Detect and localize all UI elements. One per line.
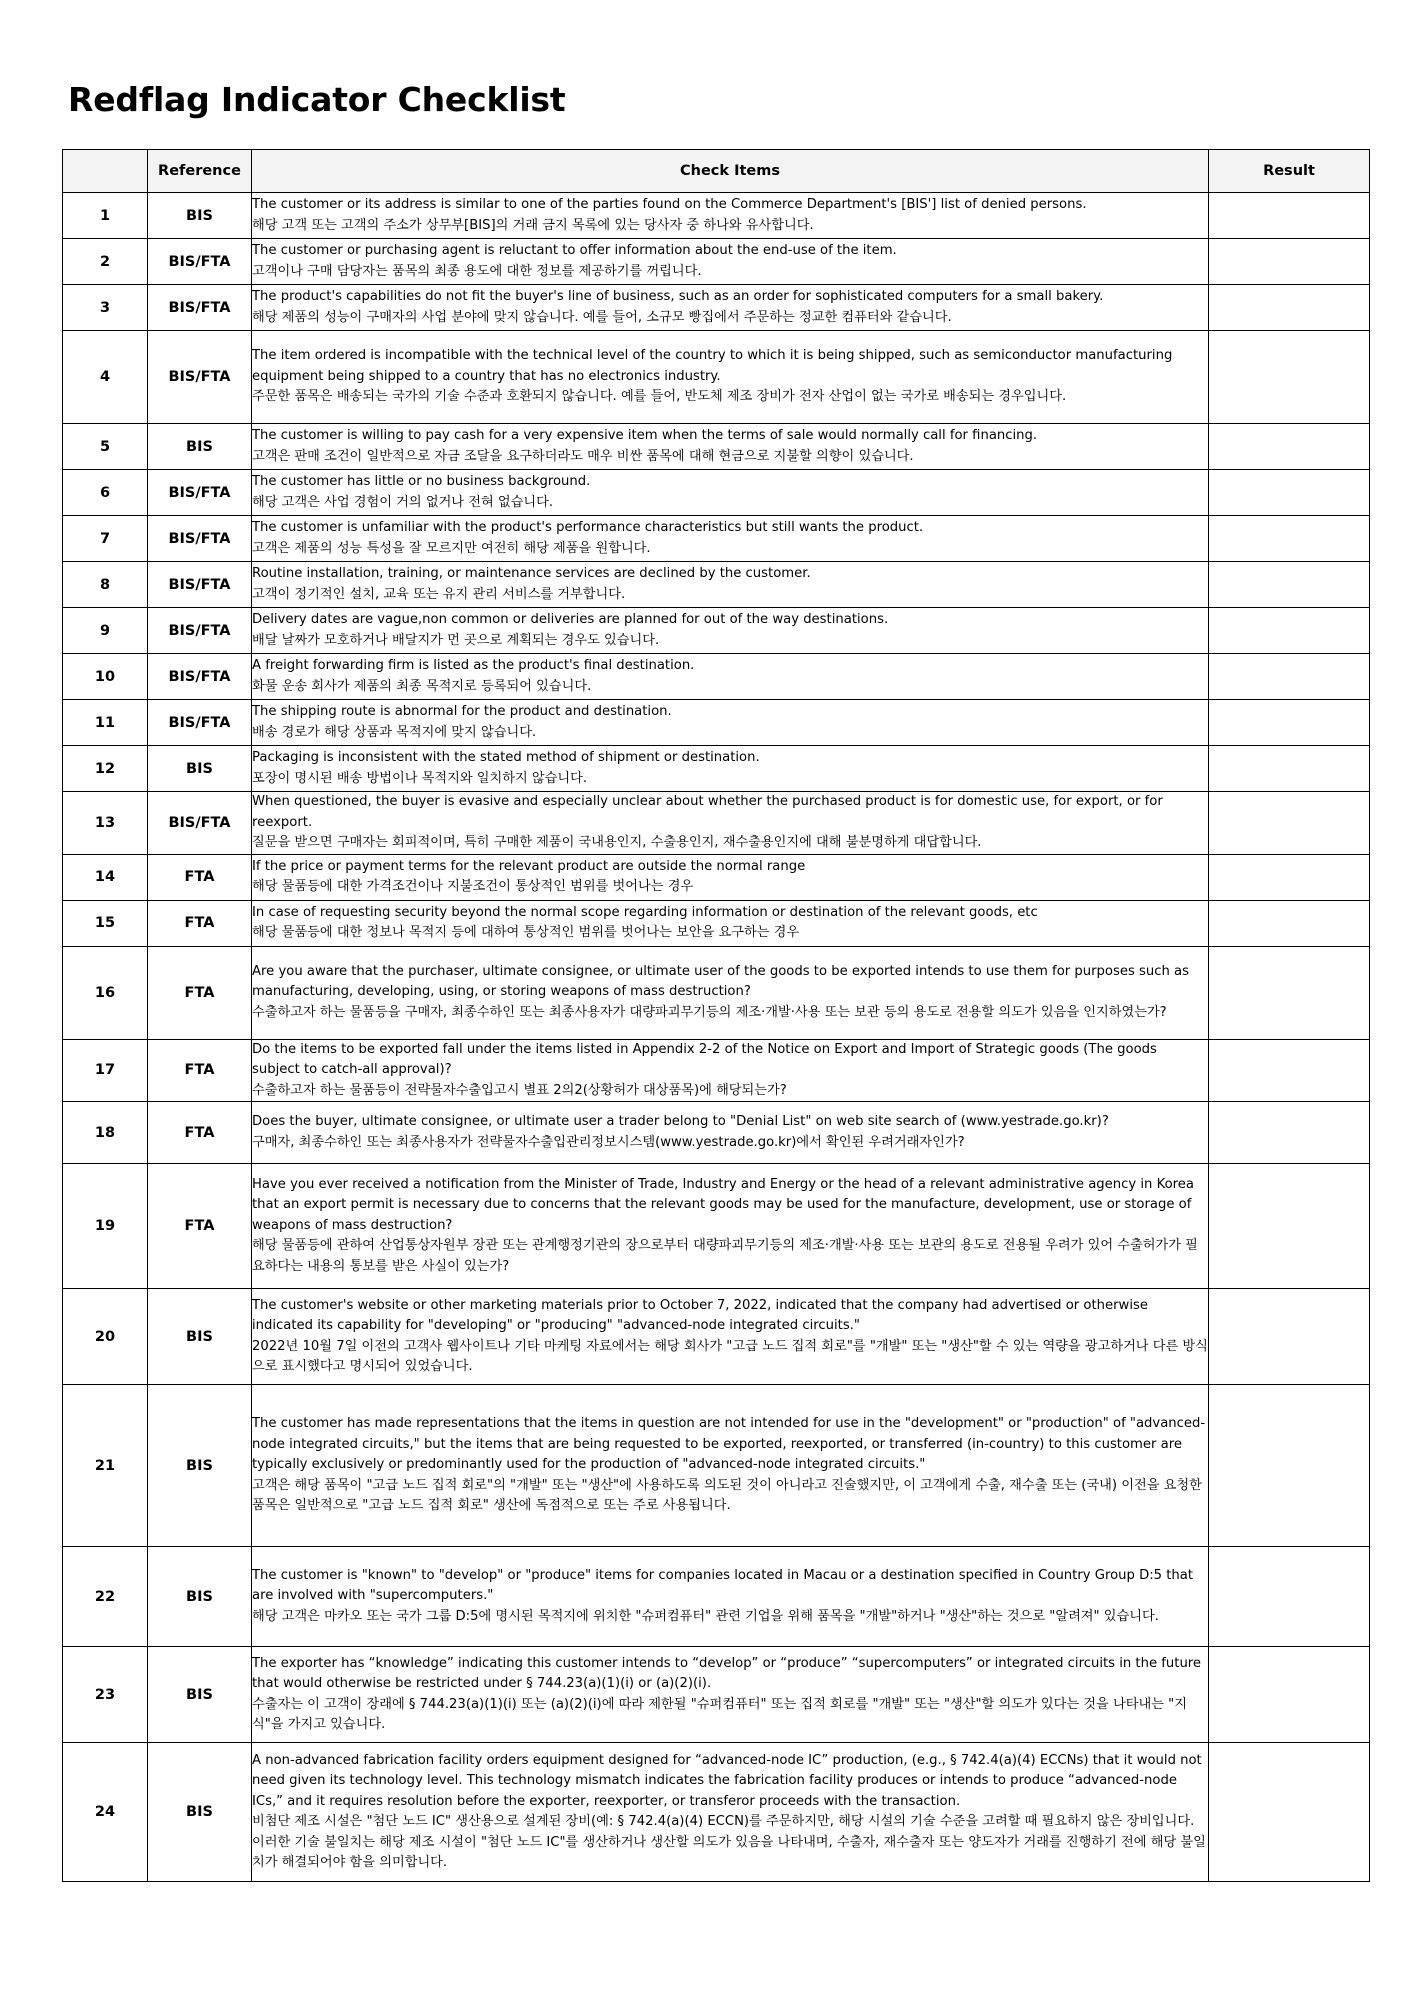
check-item bbox=[252, 1102, 1209, 1164]
check-item-english: A freight forwarding firm is listed as the product's final destination. bbox=[252, 658, 695, 673]
result-cell[interactable] bbox=[1209, 331, 1370, 424]
result-cell[interactable] bbox=[1209, 424, 1370, 470]
row-number: 23 bbox=[63, 1647, 148, 1743]
result-cell[interactable] bbox=[1209, 1289, 1370, 1385]
row-reference: BIS/FTA bbox=[148, 700, 252, 746]
row-reference: BIS bbox=[148, 424, 252, 470]
result-cell[interactable] bbox=[1209, 193, 1370, 239]
check-item-english: The customer or its address is similar to one of the parties found on the Commerce Department's [BIS'] list of denied persons. bbox=[252, 197, 1087, 212]
check-item-korean: 수출하고자 하는 물품등이 전략물자수출입고시 별표 2의2(상황허가 대상품목)에 해당되는가? bbox=[252, 1082, 787, 1098]
check-item bbox=[252, 1547, 1209, 1647]
row-number: 20 bbox=[63, 1289, 148, 1385]
row-number: 16 bbox=[63, 946, 148, 1039]
row-reference: BIS/FTA bbox=[148, 562, 252, 608]
row-reference: BIS/FTA bbox=[148, 470, 252, 516]
table-row bbox=[63, 1164, 1370, 1289]
row-number: 3 bbox=[63, 285, 148, 331]
row-reference: FTA bbox=[148, 946, 252, 1039]
check-item-korean: 질문을 받으면 구매자는 회피적이며, 특히 구매한 제품이 국내용인지, 수출용인지, 재수출용인지에 대해 불분명하게 대답합니다. bbox=[252, 835, 982, 850]
table-row bbox=[63, 285, 1370, 331]
result-cell[interactable] bbox=[1209, 854, 1370, 900]
table-row bbox=[63, 654, 1370, 700]
row-number: 5 bbox=[63, 424, 148, 470]
table-row bbox=[63, 792, 1370, 855]
check-item-english: If the price or payment terms for the relevant product are outside the normal range bbox=[252, 858, 806, 874]
result-cell[interactable] bbox=[1209, 746, 1370, 792]
check-item-english: In case of requesting security beyond the normal scope regarding information or destination of the relevant goods, etc bbox=[252, 904, 1038, 920]
row-reference: BIS/FTA bbox=[148, 239, 252, 285]
table-row bbox=[63, 946, 1370, 1039]
check-item-english: Does the buyer, ultimate consignee, or ultimate user a trader belong to "Denial List" on web site search of (www.yestrade.go.kr)? bbox=[252, 1114, 1109, 1129]
table-row bbox=[63, 700, 1370, 746]
row-number: 7 bbox=[63, 516, 148, 562]
result-cell[interactable] bbox=[1209, 700, 1370, 746]
check-item-english: Are you aware that the purchaser, ultimate consignee, or ultimate user of the goods to be exported intends to use them for purposes such as manufacturing, developing, using, or storing weapons of mass destruction? bbox=[252, 963, 1189, 1000]
row-number: 11 bbox=[63, 700, 148, 746]
row-number: 6 bbox=[63, 470, 148, 516]
row-reference: BIS/FTA bbox=[148, 608, 252, 654]
check-item-english: The shipping route is abnormal for the product and destination. bbox=[252, 704, 672, 719]
check-item-korean: 고객이나 구매 담당자는 품목의 최종 용도에 대한 정보를 제공하기를 꺼립니다. bbox=[252, 263, 702, 279]
row-number: 14 bbox=[63, 854, 148, 900]
check-item-english: The customer is unfamiliar with the product's performance characteristics but still wants the product. bbox=[252, 520, 924, 535]
row-number: 18 bbox=[63, 1102, 148, 1164]
check-item-korean: 해당 고객은 사업 경험이 거의 없거나 전혀 없습니다. bbox=[252, 494, 554, 510]
table-row bbox=[63, 331, 1370, 424]
check-item-english: Packaging is inconsistent with the stated method of shipment or destination. bbox=[252, 750, 760, 765]
header-no bbox=[63, 150, 148, 193]
result-cell[interactable] bbox=[1209, 792, 1370, 855]
row-reference: BIS/FTA bbox=[148, 792, 252, 855]
check-item-korean: 고객은 판매 조건이 일반적으로 자금 조달을 요구하더라도 매우 비싼 품목에 대해 현금으로 지불할 의향이 있습니다. bbox=[252, 448, 914, 464]
header-reference: Reference bbox=[148, 150, 252, 193]
check-item-korean: 고객은 제품의 성능 특성을 잘 모르지만 여전히 해당 제품을 원합니다. bbox=[252, 540, 651, 556]
table-row bbox=[63, 239, 1370, 285]
check-item-korean: 비첨단 제조 시설은 "첨단 노드 IC" 생산용으로 설계된 장비(예: § 742.4(a)(4) ECCN)를 주문하지만, 해당 시설의 기술 수준을 고려할 때 필요하지 않은 장비입니다. 이러한 기술 불일치는 해당 제조 시설이 "첨단 노드 IC"를 생산하거나 생산할 의도가 있음을 나타내며, 수출자, 재수출자 또는 양도자가 거래를 진행하기 전에 해당 불일치가 해결되어야 함을 의미합니다. bbox=[252, 1814, 1206, 1870]
check-item bbox=[252, 1647, 1209, 1743]
check-item-korean: 해당 물품등에 관하여 산업통상자원부 장관 또는 관계행정기관의 장으로부터 대량파괴무기등의 제조·개발·사용 또는 보관의 용도로 전용될 우려가 있어 수출허가가 필요하다는 내용의 통보를 받은 사실이 있는가? bbox=[252, 1238, 1198, 1274]
check-item bbox=[252, 946, 1209, 1039]
check-item-korean: 해당 물품등에 대한 가격조건이나 지불조건이 통상적인 범위를 벗어나는 경우 bbox=[252, 879, 694, 894]
check-item bbox=[252, 1289, 1209, 1385]
row-reference: FTA bbox=[148, 1102, 252, 1164]
result-cell[interactable] bbox=[1209, 946, 1370, 1039]
check-item bbox=[252, 1385, 1209, 1547]
check-item-english: The customer or purchasing agent is reluctant to offer information about the end-use of the item. bbox=[252, 243, 897, 258]
row-number: 10 bbox=[63, 654, 148, 700]
check-item bbox=[252, 900, 1209, 946]
row-reference: FTA bbox=[148, 854, 252, 900]
check-item-korean: 배송 경로가 해당 상품과 목적지에 맞지 않습니다. bbox=[252, 724, 537, 740]
table-row bbox=[63, 1647, 1370, 1743]
row-reference: BIS/FTA bbox=[148, 654, 252, 700]
result-cell[interactable] bbox=[1209, 470, 1370, 516]
table-row bbox=[63, 1743, 1370, 1882]
table-row bbox=[63, 1102, 1370, 1164]
page-title: Redflag Indicator Checklist bbox=[68, 80, 566, 119]
check-item bbox=[252, 1039, 1209, 1102]
row-reference: BIS bbox=[148, 1385, 252, 1547]
check-item bbox=[252, 285, 1209, 331]
row-reference: FTA bbox=[148, 900, 252, 946]
table-row bbox=[63, 854, 1370, 900]
row-reference: BIS bbox=[148, 1647, 252, 1743]
check-item-korean: 포장이 명시된 배송 방법이나 목적지와 일치하지 않습니다. bbox=[252, 770, 588, 786]
check-item-english: The customer is "known" to "develop" or "produce" items for companies located in Macau or a destination specified in Country Group D:5 that are involved with "supercomputers." bbox=[252, 1567, 1194, 1604]
row-number: 8 bbox=[63, 562, 148, 608]
row-reference: BIS bbox=[148, 1547, 252, 1647]
row-number: 2 bbox=[63, 239, 148, 285]
check-item-english: When questioned, the buyer is evasive and especially unclear about whether the purchased product is for domestic use, for export, or for reexport. bbox=[252, 794, 1163, 830]
table-row bbox=[63, 1385, 1370, 1547]
result-cell[interactable] bbox=[1209, 900, 1370, 946]
check-item bbox=[252, 700, 1209, 746]
result-cell[interactable] bbox=[1209, 1647, 1370, 1743]
row-reference: FTA bbox=[148, 1164, 252, 1289]
row-number: 12 bbox=[63, 746, 148, 792]
check-item bbox=[252, 1164, 1209, 1289]
result-cell[interactable] bbox=[1209, 1547, 1370, 1647]
table-row bbox=[63, 746, 1370, 792]
row-number: 4 bbox=[63, 331, 148, 424]
result-cell[interactable] bbox=[1209, 1743, 1370, 1882]
check-item bbox=[252, 746, 1209, 792]
check-item-english: Delivery dates are vague,non common or deliveries are planned for out of the way destinations. bbox=[252, 612, 889, 627]
row-reference: BIS bbox=[148, 746, 252, 792]
row-reference: BIS/FTA bbox=[148, 516, 252, 562]
check-item-english: The product's capabilities do not fit the buyer's line of business, such as an order for sophisticated computers for a small bakery. bbox=[252, 289, 1104, 304]
row-number: 9 bbox=[63, 608, 148, 654]
row-number: 19 bbox=[63, 1164, 148, 1289]
table-row bbox=[63, 1039, 1370, 1102]
check-item-korean: 해당 고객 또는 고객의 주소가 상무부[BIS]의 거래 금지 목록에 있는 당사자 중 하나와 유사합니다. bbox=[252, 217, 814, 233]
check-item-english: A non-advanced fabrication facility orders equipment designed for “advanced-node IC” production, (e.g., § 742.4(a)(4) ECCNs) that it would not need given its technology level. This technology mismatch indicates the fabrication facility produces or intends to produce “advanced-node ICs,” and it requires resolution before the exporter, reexporter, or transferor proceeds with the transaction. bbox=[252, 1752, 1202, 1809]
check-item-korean: 해당 제품의 성능이 구매자의 사업 분야에 맞지 않습니다. 예를 들어, 소규모 빵집에서 주문하는 정교한 컴퓨터와 같습니다. bbox=[252, 309, 952, 325]
check-item-korean: 배달 날짜가 모호하거나 배달지가 먼 곳으로 계획되는 경우도 있습니다. bbox=[252, 632, 660, 648]
check-item-english: Routine installation, training, or maintenance services are declined by the customer. bbox=[252, 566, 811, 581]
check-item-korean: 고객이 정기적인 설치, 교육 또는 유지 관리 서비스를 거부합니다. bbox=[252, 586, 626, 602]
check-item bbox=[252, 562, 1209, 608]
table-row bbox=[63, 470, 1370, 516]
check-item bbox=[252, 516, 1209, 562]
check-item-korean: 2022년 10월 7일 이전의 고객사 웹사이트나 기타 마케팅 자료에서는 해당 회사가 "고급 노드 집적 회로"를 "개발" 또는 "생산"할 수 있는 역량을 광고하거나 다른 방식으로 표시했다고 명시되어 있었습니다. bbox=[252, 1338, 1208, 1374]
result-cell[interactable] bbox=[1209, 1102, 1370, 1164]
result-cell[interactable] bbox=[1209, 285, 1370, 331]
table-row bbox=[63, 516, 1370, 562]
check-item-english: The customer's website or other marketing materials prior to October 7, 2022, indicated that the company had advertised or otherwise indicated its capability for "developing" or "producing" "advanced-node integrated circuits." bbox=[252, 1297, 1148, 1333]
row-number: 15 bbox=[63, 900, 148, 946]
check-item-korean: 고객은 해당 품목이 "고급 노드 집적 회로"의 "개발" 또는 "생산"에 사용하도록 의도된 것이 아니라고 진술했지만, 이 고객에게 수출, 재수출 또는 (국내) 이전을 요청한 품목은 일반적으로 "고급 노드 집적 회로" 생산에 독점적으로 또는 주로 사용됩니다. bbox=[252, 1477, 1202, 1514]
check-item bbox=[252, 1743, 1209, 1882]
check-item-english: The exporter has “knowledge” indicating this customer intends to “develop” or “produce” “supercomputers” or integrated circuits in the future that would otherwise be restricted under § 744.23(a)(1)(i) or (a)(2)(i). bbox=[252, 1655, 1202, 1691]
table-row bbox=[63, 562, 1370, 608]
check-item bbox=[252, 331, 1209, 424]
row-reference: BIS bbox=[148, 193, 252, 239]
check-item bbox=[252, 193, 1209, 239]
table-row bbox=[63, 424, 1370, 470]
check-item bbox=[252, 424, 1209, 470]
check-item bbox=[252, 239, 1209, 285]
check-item-english: Have you ever received a notification from the Minister of Trade, Industry and Energy or the head of a relevant administrative agency in Korea that an export permit is necessary due to concerns that the relevant goods may be used for the manufacture, development, use or storage of weapons of mass destruction? bbox=[252, 1176, 1194, 1233]
result-cell[interactable] bbox=[1209, 1164, 1370, 1289]
check-item-english: The customer has little or no business background. bbox=[252, 474, 591, 489]
table-row bbox=[63, 608, 1370, 654]
check-item-english: The item ordered is incompatible with the technical level of the country to which it is being shipped, such as semiconductor manufacturing equipment being shipped to a country that has no electronics industry. bbox=[252, 348, 1173, 384]
header-result: Result bbox=[1209, 150, 1370, 193]
check-item bbox=[252, 654, 1209, 700]
result-cell[interactable] bbox=[1209, 1039, 1370, 1102]
result-cell[interactable] bbox=[1209, 654, 1370, 700]
result-cell[interactable] bbox=[1209, 516, 1370, 562]
check-item bbox=[252, 854, 1209, 900]
check-item bbox=[252, 608, 1209, 654]
check-item-korean: 주문한 품목은 배송되는 국가의 기술 수준과 호환되지 않습니다. 예를 들어, 반도체 제조 장비가 전자 산업이 없는 국가로 배송되는 경우입니다. bbox=[252, 389, 1067, 405]
header-check-items: Check Items bbox=[252, 150, 1209, 193]
row-number: 22 bbox=[63, 1547, 148, 1647]
check-item-korean: 해당 물품등에 대한 정보나 목적지 등에 대하여 통상적인 범위를 벗어나는 보안을 요구하는 경우 bbox=[252, 925, 800, 940]
result-cell[interactable] bbox=[1209, 608, 1370, 654]
row-reference: BIS bbox=[148, 1289, 252, 1385]
check-item-english: The customer is willing to pay cash for a very expensive item when the terms of sale would normally call for financing. bbox=[252, 428, 1038, 443]
row-number: 21 bbox=[63, 1385, 148, 1547]
check-item-korean: 화물 운송 회사가 제품의 최종 목적지로 등록되어 있습니다. bbox=[252, 678, 592, 694]
checklist-table bbox=[62, 149, 1370, 1882]
result-cell[interactable] bbox=[1209, 239, 1370, 285]
check-item bbox=[252, 792, 1209, 855]
table-row bbox=[63, 1289, 1370, 1385]
row-number: 13 bbox=[63, 792, 148, 855]
row-reference: BIS/FTA bbox=[148, 331, 252, 424]
row-number: 17 bbox=[63, 1039, 148, 1102]
check-item-english: The customer has made representations that the items in question are not intended for use in the "development" or "production" of "advanced-node integrated circuits," but the items that are being requested to be exported, reexported, or transferred (in-country) to this customer are typically exclusively or predominantly used for the production of "advanced-node integrated circuits." bbox=[252, 1416, 1206, 1473]
result-cell[interactable] bbox=[1209, 562, 1370, 608]
row-number: 1 bbox=[63, 193, 148, 239]
check-item bbox=[252, 470, 1209, 516]
result-cell[interactable] bbox=[1209, 1385, 1370, 1547]
table-row bbox=[63, 193, 1370, 239]
row-reference: FTA bbox=[148, 1039, 252, 1102]
table-row bbox=[63, 900, 1370, 946]
row-number: 24 bbox=[63, 1743, 148, 1882]
row-reference: BIS bbox=[148, 1743, 252, 1882]
row-reference: BIS/FTA bbox=[148, 285, 252, 331]
check-item-korean: 수출자는 이 고객이 장래에 § 744.23(a)(1)(i) 또는 (a)(2)(i)에 따라 제한될 "슈퍼컴퓨터" 또는 집적 회로를 "개발" 또는 "생산"할 의도가 있다는 것을 나타내는 "지식"을 가지고 있습니다. bbox=[252, 1696, 1187, 1732]
header-row bbox=[63, 150, 1370, 193]
table-row bbox=[63, 1547, 1370, 1647]
check-item-korean: 해당 고객은 마카오 또는 국가 그룹 D:5에 명시된 목적지에 위치한 "슈퍼컴퓨터" 관련 기업을 위해 품목을 "개발"하거나 "생산"하는 것으로 "알려져" 있습니다. bbox=[252, 1608, 1159, 1624]
check-item-korean: 수출하고자 하는 물품등을 구매자, 최종수하인 또는 최종사용자가 대량파괴무기등의 제조·개발·사용 또는 보관 등의 용도로 전용할 의도가 있음을 인지하였는가? bbox=[252, 1004, 1167, 1020]
check-item-english: Do the items to be exported fall under the items listed in Appendix 2-2 of the Notice on Export and Import of Strategic goods (The goods subject to catch-all approval)? bbox=[252, 1041, 1157, 1077]
check-item-korean: 구매자, 최종수하인 또는 최종사용자가 전략물자수출입관리정보시스템(www.yestrade.go.kr)에서 확인된 우려거래자인가? bbox=[252, 1134, 965, 1150]
